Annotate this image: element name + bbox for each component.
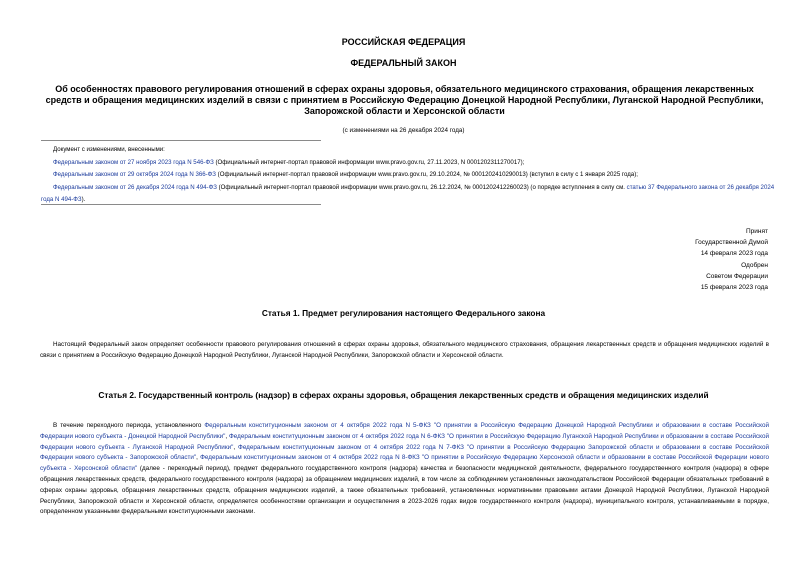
article-1-text	[40, 340, 769, 362]
amendment-link[interactable]: Федеральным законом от 26 декабря 2024 года N 494-ФЗ	[53, 183, 217, 191]
separator: ,	[233, 443, 239, 451]
fkz-7-link[interactable]: Федеральным конституционным законом от 4 октября 2022 года N 7-ФКЗ "О принятии в Российскую Федерацию Запорожской области и образовании в составе Российской Федерации нового субъекта - Запорожской области"	[40, 443, 769, 462]
approval-line: 15 февраля 2023 года	[700, 284, 768, 292]
fkz-8-link[interactable]: Федеральным конституционным законом от 4 октября 2022 года N 8-ФКЗ "О принятии в Российскую Федерацию Херсонской области и образовании в составе Российской Федерации нового субъекта - Херсонской области"	[40, 454, 769, 473]
article-2-title: Статья 2. Государственный контроль (надзор) в сферах охраны здоровья, обращения лекарственных средств и обращения медицинских изделий	[98, 390, 709, 400]
amendments-intro: Документ с изменениями, внесенными:	[53, 146, 165, 153]
amendments-block	[41, 144, 781, 207]
fkz-5-link[interactable]: Федеральным конституционным законом от 4 октября 2022 года N 5-ФКЗ "О принятии в Российскую Федерацию Донецкой Народной Республики и образовании в составе Российской Федерации нового субъекта - Донецкой Народной Республики"	[40, 422, 769, 440]
amendment-text: (Официальный интернет-портал правовой информации www.pravo.gov.ru, 29.10.2024, № 0001202410290013) (вступил в силу с 1 января 2025 года);	[215, 171, 638, 178]
country-heading: РОССИЙСКАЯ ФЕДЕРАЦИЯ	[341, 37, 466, 47]
fkz-6-link[interactable]: Федеральным конституционным законом от 4 октября 2022 года N 6-ФКЗ "О принятии в Российскую Федерацию Луганской Народной Республики и образовании в составе Российской Федерации нового субъекта - Луганской Народной Республики"	[40, 432, 770, 451]
article-1-title: Статья 1. Предмет регулирования настоящего Федерального закона	[261, 308, 546, 318]
adoption-line: Государственной Думой	[695, 239, 768, 247]
amendment-text: (Официальный интернет-портал правовой информации www.pravo.gov.ru, 26.12.2024, № 0001202412260023) (о порядке вступления в силу см.	[216, 183, 627, 191]
adoption-block	[618, 226, 768, 293]
amendment-item	[53, 157, 781, 170]
article-2-text	[40, 421, 769, 518]
amendment-item	[53, 169, 781, 182]
approval-line: Советом Федерации	[706, 272, 768, 280]
revision-note: (с изменениями на 26 декабря 2024 года)	[342, 127, 465, 134]
amendment-article-link[interactable]: статью 37 Федерального закона от 26 декабря 2024 года N 494-ФЗ	[41, 183, 775, 203]
approval-line: Одобрен	[741, 261, 768, 269]
article-2-paragraph-end: (далее - переходный период), предмет федерального государственного контроля (надзора) качества и безопасности медицинской деятельности, федерального государственного контроля (надзора) в сфере обращения лекарственных средств, федерального государственного контроля (надзора) за обращением медицинских изделий, в том числе за соблюдением установленных законодательством Российской Федерации обязательных требований в сферах охраны здоровья, обращения лекарственных средств, обращения медицинских изделий, а также обязательных требований, установленных нормативными правовыми актами Донецкой Народной Республики, Луганской Народной Республики, Запорожской области и Херсонской области, определяется особенностями организации и осуществления в 2023-2026 годах видов государственного контроля (надзора), муниципального контроля, устанавливаемыми в порядке, определенном указанными федеральными конституционными законами.	[40, 465, 769, 516]
amendments-bottom-divider	[41, 204, 321, 205]
amendment-link[interactable]: Федеральным законом от 27 ноября 2023 года N 546-ФЗ	[53, 158, 214, 166]
amendment-tail: ).	[81, 196, 86, 203]
article-2-paragraph-start: В течение переходного периода, установленного	[53, 422, 205, 429]
doc-type-heading: ФЕДЕРАЛЬНЫЙ ЗАКОН	[350, 58, 457, 68]
separator: ,	[225, 432, 230, 440]
adoption-line: Принят	[745, 228, 768, 235]
separator: ,	[196, 454, 201, 462]
law-title: Об особенностях правового регулирования отношений в сферах охраны здоровья, обязательного медицинского страхования, обращения лекарственных средств и обращения медицинских изделий в связи с принятием в Российскую Федерацию Донецкой Народной Республики, Луганской Народной Республики, Запорожской области и Херсонской области	[45, 84, 764, 116]
amendment-item	[41, 182, 781, 207]
adoption-line: 14 февраля 2023 года	[700, 250, 768, 258]
article-1-paragraph: Настоящий Федеральный закон определяет особенности правового регулирования отношений в сферах охраны здоровья, обязательного медицинского страхования, обращения лекарственных средств и обращения медицинских изделий в связи с принятием в Российскую Федерацию Донецкой Народной Республики, Луганской Народной Республики, Запорожской области и Херсонской области.	[40, 341, 769, 359]
amendment-link[interactable]: Федеральным законом от 29 октября 2024 года N 366-ФЗ	[53, 171, 216, 178]
amendment-text: (Официальный интернет-портал правовой информации www.pravo.gov.ru, 27.11.2023, N 0001202311270017);	[213, 158, 525, 166]
amendments-top-divider	[41, 140, 321, 141]
